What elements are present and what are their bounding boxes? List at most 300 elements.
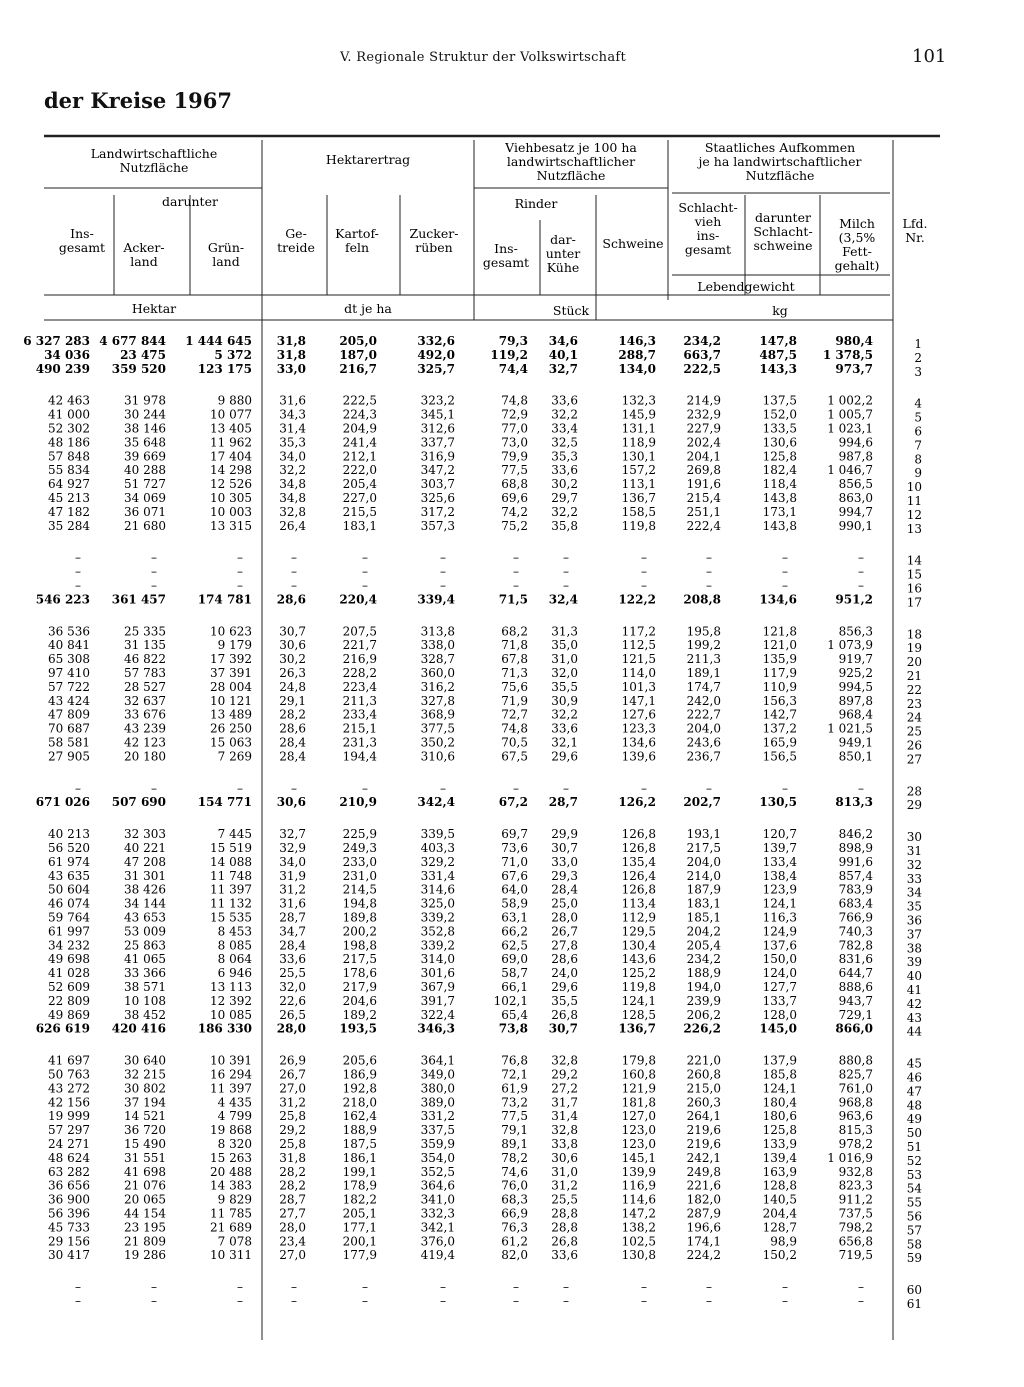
cell-schlachtschweine: 121,8 bbox=[762, 624, 797, 639]
cell-gruenland: 10 311 bbox=[210, 1248, 252, 1263]
cell-zuckerrueben: 310,6 bbox=[420, 749, 455, 764]
cell-schweine: 123,0 bbox=[621, 1123, 656, 1138]
cell-ackerland: 36 720 bbox=[124, 1123, 166, 1138]
cell-schlachtschweine: 142,7 bbox=[762, 707, 797, 722]
cell-schweine: 139,6 bbox=[621, 749, 656, 764]
cell-ackerland: 43 239 bbox=[124, 721, 166, 736]
cell-ackerland: – bbox=[151, 1294, 157, 1308]
cell-milch: 978,2 bbox=[838, 1137, 873, 1151]
cell-kuehe: 35,5 bbox=[551, 993, 578, 1008]
cell-lfd-nr: 58 bbox=[906, 1237, 922, 1252]
cell-rinder-insgesamt: 69,6 bbox=[501, 491, 528, 505]
cell-schlachtvieh: 202,7 bbox=[683, 795, 721, 810]
cell-milch: – bbox=[858, 578, 864, 593]
cell-kartoffeln: 211,3 bbox=[342, 693, 377, 708]
cell-rinder-insgesamt: 71,9 bbox=[501, 693, 528, 708]
cell-kuehe: 31,0 bbox=[551, 652, 578, 667]
cell-rinder-insgesamt: 58,7 bbox=[501, 966, 528, 981]
cell-schlachtschweine: 118,4 bbox=[762, 477, 797, 492]
cell-getreide: 31,2 bbox=[279, 882, 306, 897]
unit-dt-je-ha: dt je ha bbox=[344, 301, 392, 316]
cell-kartoffeln: 200,1 bbox=[342, 1234, 377, 1249]
cell-ackerland: 23 195 bbox=[124, 1220, 166, 1235]
cell-schlachtschweine: 143,8 bbox=[762, 491, 797, 505]
cell-getreide: 34,7 bbox=[279, 924, 306, 939]
cell-zuckerrueben: 360,0 bbox=[420, 666, 455, 680]
cell-milch: 951,2 bbox=[835, 592, 873, 607]
page-title: der Kreise 1967 bbox=[44, 88, 233, 113]
cell-kuehe: – bbox=[563, 1294, 569, 1308]
unit-kg: kg bbox=[772, 303, 788, 318]
cell-schlachtvieh: 215,0 bbox=[686, 1081, 721, 1096]
cell-kuehe: 33,8 bbox=[551, 1137, 578, 1151]
header-zuckerrueben: Zucker-rüben bbox=[409, 226, 459, 255]
cell-insgesamt: 61 974 bbox=[48, 854, 90, 869]
cell-lfd-nr: 39 bbox=[906, 955, 922, 970]
cell-ackerland: 32 637 bbox=[124, 693, 166, 708]
cell-getreide: 33,6 bbox=[279, 952, 306, 967]
cell-ackerland: 42 123 bbox=[124, 735, 166, 750]
cell-ackerland: 43 653 bbox=[124, 910, 166, 925]
cell-ackerland: 34 069 bbox=[124, 491, 166, 505]
cell-schweine: 114,0 bbox=[621, 666, 656, 680]
cell-zuckerrueben: 328,7 bbox=[420, 652, 455, 667]
cell-ackerland: 31 551 bbox=[124, 1150, 166, 1165]
cell-schweine: 123,0 bbox=[621, 1137, 656, 1151]
cell-schlachtvieh: 221,0 bbox=[686, 1053, 721, 1068]
cell-milch: 813,3 bbox=[835, 795, 873, 810]
cell-lfd-nr: 10 bbox=[906, 480, 922, 495]
cell-kuehe: 33,6 bbox=[551, 463, 578, 478]
cell-rinder-insgesamt: 67,2 bbox=[498, 795, 528, 810]
cell-schlachtvieh: 214,9 bbox=[686, 393, 721, 408]
cell-ackerland: 15 490 bbox=[124, 1137, 166, 1151]
cell-schlachtvieh: 269,8 bbox=[686, 463, 721, 478]
cell-schweine: – bbox=[641, 1294, 647, 1308]
cell-lfd-nr: 61 bbox=[906, 1297, 922, 1311]
cell-kartoffeln: 207,5 bbox=[342, 624, 377, 639]
cell-schlachtvieh: 251,1 bbox=[686, 504, 721, 519]
cell-schlachtvieh: 249,8 bbox=[686, 1164, 721, 1179]
cell-insgesamt: 47 809 bbox=[48, 707, 90, 722]
cell-kuehe: 27,2 bbox=[551, 1081, 578, 1096]
header-kartoffeln: Kartof-feln bbox=[335, 226, 379, 255]
cell-kartoffeln: 189,2 bbox=[342, 1007, 377, 1022]
cell-ackerland: 28 527 bbox=[124, 679, 166, 694]
cell-getreide: 34,0 bbox=[279, 449, 306, 464]
cell-lfd-nr: 22 bbox=[906, 682, 922, 697]
cell-zuckerrueben: 325,0 bbox=[420, 896, 455, 911]
cell-lfd-nr: 60 bbox=[906, 1283, 922, 1298]
cell-gruenland: 11 962 bbox=[210, 435, 252, 450]
cell-milch: 968,4 bbox=[838, 707, 873, 722]
cell-schweine: 117,2 bbox=[621, 624, 656, 639]
cell-schweine: 139,9 bbox=[621, 1164, 656, 1179]
cell-getreide: 27,0 bbox=[279, 1081, 306, 1096]
cell-rinder-insgesamt: 74,4 bbox=[498, 361, 528, 376]
cell-lfd-nr: 57 bbox=[906, 1223, 922, 1238]
cell-insgesamt: 40 213 bbox=[48, 827, 90, 842]
cell-kuehe: 32,8 bbox=[551, 1053, 578, 1068]
cell-kuehe: 31,4 bbox=[551, 1109, 578, 1124]
cell-milch: 850,1 bbox=[838, 749, 873, 764]
cell-zuckerrueben: 325,6 bbox=[420, 491, 455, 505]
cell-lfd-nr: 59 bbox=[906, 1251, 922, 1266]
cell-milch: 846,2 bbox=[838, 827, 873, 842]
cell-ackerland: 39 669 bbox=[124, 449, 166, 464]
cell-schweine: 145,1 bbox=[621, 1150, 656, 1165]
cell-milch: – bbox=[858, 550, 864, 565]
cell-kuehe: 31,0 bbox=[551, 1164, 578, 1179]
cell-getreide: 28,0 bbox=[279, 1220, 306, 1235]
cell-schlachtvieh: 215,4 bbox=[686, 491, 721, 505]
table-row bbox=[36, 592, 922, 609]
cell-milch: 880,8 bbox=[838, 1053, 873, 1068]
cell-schlachtvieh: 224,2 bbox=[686, 1248, 721, 1263]
cell-kartoffeln: 214,5 bbox=[342, 882, 377, 897]
cell-getreide: – bbox=[291, 1294, 297, 1308]
cell-zuckerrueben: 359,9 bbox=[420, 1137, 455, 1151]
cell-schlachtschweine: 121,0 bbox=[762, 638, 797, 653]
cell-lfd-nr: 19 bbox=[906, 641, 922, 656]
cell-kartoffeln: 178,6 bbox=[342, 966, 377, 981]
cell-rinder-insgesamt: – bbox=[513, 1294, 519, 1308]
cell-milch: 897,8 bbox=[838, 693, 873, 708]
cell-zuckerrueben: 331,4 bbox=[420, 868, 455, 883]
cell-schlachtschweine: 487,5 bbox=[759, 347, 797, 362]
cell-rinder-insgesamt: – bbox=[513, 578, 519, 593]
table-row bbox=[75, 565, 922, 582]
cell-insgesamt: 47 182 bbox=[48, 504, 90, 519]
cell-schlachtschweine: 124,9 bbox=[762, 924, 797, 939]
cell-lfd-nr: 48 bbox=[906, 1098, 922, 1113]
cell-schlachtschweine: – bbox=[782, 550, 788, 565]
cell-lfd-nr: 51 bbox=[906, 1140, 922, 1154]
cell-milch: 782,8 bbox=[838, 938, 873, 953]
table-rules bbox=[44, 136, 940, 1340]
cell-milch: 911,2 bbox=[838, 1192, 873, 1207]
cell-kartoffeln: 249,3 bbox=[342, 841, 377, 855]
cell-zuckerrueben: 314,6 bbox=[420, 882, 455, 897]
cell-schlachtschweine: 150,2 bbox=[762, 1248, 797, 1263]
cell-getreide: 28,4 bbox=[279, 735, 306, 750]
cell-gruenland: 7 078 bbox=[217, 1234, 252, 1249]
cell-schweine: 114,6 bbox=[621, 1192, 656, 1207]
cell-lfd-nr: 25 bbox=[906, 724, 922, 739]
cell-lfd-nr: 4 bbox=[914, 396, 922, 411]
cell-insgesamt: 65 308 bbox=[48, 652, 90, 667]
header-lnf: Landwirtschaftliche Nutzfläche bbox=[90, 146, 218, 175]
cell-schlachtvieh: – bbox=[706, 1294, 712, 1308]
cell-lfd-nr: 52 bbox=[906, 1153, 922, 1168]
cell-gruenland: 13 113 bbox=[210, 980, 252, 994]
cell-kuehe: 35,5 bbox=[551, 679, 578, 694]
cell-kartoffeln: – bbox=[362, 564, 368, 579]
cell-lfd-nr: 1 bbox=[914, 337, 922, 351]
cell-insgesamt: 50 763 bbox=[48, 1067, 90, 1082]
cell-rinder-insgesamt: 71,5 bbox=[498, 592, 528, 607]
cell-milch: 973,7 bbox=[835, 361, 873, 376]
cell-insgesamt: 57 722 bbox=[48, 679, 90, 694]
cell-schlachtvieh: 222,5 bbox=[683, 361, 721, 376]
cell-schlachtschweine: 125,8 bbox=[762, 449, 797, 464]
cell-zuckerrueben: 314,0 bbox=[420, 952, 455, 967]
cell-kuehe: 32,4 bbox=[548, 592, 578, 607]
cell-milch: 1 378,5 bbox=[822, 347, 873, 362]
cell-schlachtvieh: 663,7 bbox=[683, 347, 721, 362]
cell-kartoffeln: 188,9 bbox=[342, 1123, 377, 1138]
cell-schlachtschweine: 147,8 bbox=[759, 334, 797, 348]
cell-zuckerrueben: 332,3 bbox=[420, 1206, 455, 1221]
cell-gruenland: 14 383 bbox=[210, 1178, 252, 1193]
cell-ackerland: 41 065 bbox=[124, 952, 166, 967]
cell-getreide: 31,2 bbox=[279, 1095, 306, 1110]
cell-lfd-nr: 16 bbox=[906, 581, 922, 596]
cell-insgesamt: 46 074 bbox=[48, 896, 90, 911]
cell-ackerland: 25 335 bbox=[124, 624, 166, 639]
cell-insgesamt: 626 619 bbox=[35, 1021, 90, 1036]
cell-kartoffeln: 193,5 bbox=[339, 1021, 377, 1036]
cell-kuehe: 28,4 bbox=[551, 882, 578, 897]
cell-zuckerrueben: 301,6 bbox=[420, 966, 455, 981]
cell-ackerland: 20 180 bbox=[124, 749, 166, 764]
cell-insgesamt: 57 297 bbox=[48, 1123, 90, 1138]
cell-rinder-insgesamt: 74,2 bbox=[501, 504, 528, 519]
cell-kartoffeln: 187,5 bbox=[342, 1137, 377, 1151]
cell-getreide: 28,2 bbox=[279, 707, 306, 722]
cell-getreide: 28,7 bbox=[279, 910, 306, 925]
cell-kartoffeln: – bbox=[362, 550, 368, 565]
cell-schlachtvieh: 194,0 bbox=[686, 980, 721, 994]
cell-ackerland: 361 457 bbox=[111, 592, 166, 607]
cell-schlachtvieh: 196,6 bbox=[686, 1220, 721, 1235]
cell-kartoffeln: 215,1 bbox=[342, 721, 377, 736]
cell-kuehe: 33,0 bbox=[551, 854, 578, 869]
cell-getreide: 35,3 bbox=[279, 435, 306, 450]
cell-getreide: 24,8 bbox=[279, 679, 306, 694]
cell-zuckerrueben: 352,5 bbox=[420, 1164, 455, 1179]
page-number: 101 bbox=[912, 46, 947, 67]
cell-gruenland: 13 489 bbox=[210, 707, 252, 722]
header-getreide: Ge-treide bbox=[277, 226, 315, 255]
cell-rinder-insgesamt: 69,7 bbox=[501, 827, 528, 842]
cell-zuckerrueben: 350,2 bbox=[420, 735, 455, 750]
cell-lfd-nr: 37 bbox=[906, 927, 922, 942]
cell-rinder-insgesamt: 66,1 bbox=[501, 980, 528, 994]
cell-schlachtschweine: 137,6 bbox=[762, 938, 797, 953]
cell-kuehe: 29,3 bbox=[551, 868, 578, 883]
cell-milch: 994,6 bbox=[838, 435, 873, 450]
cell-rinder-insgesamt: 72,9 bbox=[501, 407, 528, 422]
cell-zuckerrueben: 322,4 bbox=[420, 1007, 455, 1022]
cell-schweine: 112,5 bbox=[621, 638, 656, 653]
cell-gruenland: 10 623 bbox=[210, 624, 252, 639]
cell-gruenland: 16 294 bbox=[210, 1067, 252, 1082]
cell-zuckerrueben: 342,1 bbox=[420, 1220, 455, 1235]
cell-gruenland: 4 435 bbox=[217, 1095, 252, 1110]
header-rinder: Rinder bbox=[514, 196, 558, 211]
cell-kuehe: – bbox=[563, 781, 569, 796]
cell-kartoffeln: 194,4 bbox=[342, 749, 377, 764]
cell-kartoffeln: 186,9 bbox=[342, 1067, 377, 1082]
cell-zuckerrueben: 329,2 bbox=[420, 854, 455, 869]
cell-schweine: 118,9 bbox=[621, 435, 656, 450]
cell-insgesamt: 55 834 bbox=[48, 463, 90, 478]
cell-milch: – bbox=[858, 564, 864, 579]
cell-gruenland: 11 785 bbox=[210, 1206, 252, 1221]
cell-kuehe: 31,2 bbox=[551, 1178, 578, 1193]
cell-rinder-insgesamt: 67,8 bbox=[501, 652, 528, 667]
cell-kuehe: 32,2 bbox=[551, 407, 578, 422]
cell-getreide: 25,5 bbox=[279, 966, 306, 981]
cell-schlachtschweine: – bbox=[782, 564, 788, 579]
cell-kuehe: 24,0 bbox=[551, 966, 578, 981]
cell-kartoffeln: 221,7 bbox=[342, 638, 377, 653]
cell-schweine: 130,4 bbox=[621, 938, 656, 953]
cell-lfd-nr: 3 bbox=[914, 364, 922, 379]
cell-getreide: 26,5 bbox=[279, 1007, 306, 1022]
cell-kartoffeln: – bbox=[362, 781, 368, 796]
cell-milch: 825,7 bbox=[838, 1067, 873, 1082]
cell-ackerland: 53 009 bbox=[124, 924, 166, 939]
cell-schlachtschweine: 139,7 bbox=[762, 841, 797, 855]
cell-insgesamt: 63 282 bbox=[48, 1164, 90, 1179]
table-row bbox=[75, 1280, 922, 1297]
cell-ackerland: 51 727 bbox=[124, 477, 166, 492]
cell-rinder-insgesamt: 119,2 bbox=[490, 347, 528, 362]
cell-getreide: 31,9 bbox=[279, 868, 306, 883]
cell-ackerland: 37 194 bbox=[124, 1095, 166, 1110]
table-row bbox=[36, 795, 922, 812]
cell-insgesamt: – bbox=[75, 1280, 81, 1295]
cell-getreide: 28,4 bbox=[279, 938, 306, 953]
cell-schweine: 102,5 bbox=[621, 1234, 656, 1249]
cell-schlachtschweine: 133,5 bbox=[762, 421, 797, 436]
cell-schlachtschweine: 152,0 bbox=[762, 407, 797, 422]
cell-ackerland: 23 475 bbox=[120, 347, 166, 362]
cell-milch: 994,7 bbox=[838, 504, 873, 519]
cell-kuehe: 28,8 bbox=[551, 1220, 578, 1235]
cell-schweine: 127,0 bbox=[621, 1109, 656, 1124]
cell-getreide: 30,7 bbox=[279, 624, 306, 639]
cell-schweine: 136,7 bbox=[621, 491, 656, 505]
cell-schlachtvieh: 188,9 bbox=[686, 966, 721, 981]
cell-schlachtvieh: 232,9 bbox=[686, 407, 721, 422]
cell-milch: 823,3 bbox=[838, 1178, 873, 1193]
cell-schweine: 134,0 bbox=[618, 361, 656, 376]
cell-getreide: 31,6 bbox=[279, 393, 306, 408]
cell-zuckerrueben: 342,4 bbox=[417, 795, 455, 810]
cell-zuckerrueben: – bbox=[440, 1280, 446, 1295]
cell-schlachtvieh: 226,2 bbox=[683, 1021, 721, 1036]
cell-schweine: 131,1 bbox=[621, 421, 656, 436]
cell-ackerland: 14 521 bbox=[124, 1109, 166, 1124]
cell-zuckerrueben: 347,2 bbox=[420, 463, 455, 478]
cell-schweine: 132,3 bbox=[621, 393, 656, 408]
cell-rinder-insgesamt: 66,9 bbox=[501, 1206, 528, 1221]
cell-milch: 919,7 bbox=[838, 652, 873, 667]
cell-ackerland: 38 426 bbox=[124, 882, 166, 897]
cell-insgesamt: 48 186 bbox=[48, 435, 90, 450]
cell-ackerland: 21 809 bbox=[124, 1234, 166, 1249]
cell-getreide: 30,6 bbox=[276, 795, 306, 810]
cell-lfd-nr: 29 bbox=[906, 798, 922, 813]
cell-gruenland: 15 535 bbox=[210, 910, 252, 925]
cell-lfd-nr: 35 bbox=[906, 899, 922, 914]
cell-ackerland: 31 135 bbox=[124, 638, 166, 653]
cell-getreide: 32,2 bbox=[279, 463, 306, 478]
cell-lfd-nr: 30 bbox=[906, 830, 922, 845]
cell-lfd-nr: 18 bbox=[906, 627, 922, 642]
cell-zuckerrueben: 354,0 bbox=[420, 1150, 455, 1165]
cell-schweine: 125,2 bbox=[621, 966, 656, 981]
cell-schlachtschweine: 123,9 bbox=[762, 882, 797, 897]
cell-kuehe: – bbox=[563, 550, 569, 565]
cell-schlachtvieh: 211,3 bbox=[686, 652, 721, 667]
cell-lfd-nr: 13 bbox=[906, 521, 922, 536]
cell-schlachtvieh: 174,1 bbox=[686, 1234, 721, 1249]
cell-kartoffeln: 177,9 bbox=[342, 1248, 377, 1263]
cell-milch: 856,5 bbox=[838, 477, 873, 492]
cell-rinder-insgesamt: 71,0 bbox=[501, 854, 528, 869]
cell-kartoffeln: 231,0 bbox=[342, 868, 377, 883]
unit-hektar: Hektar bbox=[131, 301, 177, 316]
cell-insgesamt: 36 900 bbox=[48, 1192, 90, 1207]
cell-schlachtschweine: 133,4 bbox=[762, 854, 797, 869]
header-milch: Milch (3,5% Fett-gehalt) bbox=[834, 216, 880, 273]
cell-schweine: 138,2 bbox=[621, 1220, 656, 1235]
cell-schweine: 135,4 bbox=[621, 854, 656, 869]
cell-schweine: 179,8 bbox=[621, 1053, 656, 1068]
cell-kartoffeln: 233,4 bbox=[342, 707, 377, 722]
cell-kartoffeln: 223,4 bbox=[342, 679, 377, 694]
cell-gruenland: – bbox=[237, 550, 243, 565]
cell-getreide: 22,6 bbox=[279, 993, 306, 1008]
cell-milch: 798,2 bbox=[838, 1220, 873, 1235]
cell-kuehe: 33,6 bbox=[551, 1248, 578, 1263]
cell-schweine: 119,8 bbox=[621, 980, 656, 994]
cell-lfd-nr: 28 bbox=[906, 784, 922, 799]
cell-gruenland: 10 391 bbox=[210, 1053, 252, 1068]
cell-gruenland: 1 444 645 bbox=[185, 334, 252, 348]
cell-lfd-nr: 5 bbox=[914, 410, 922, 425]
cell-kuehe: 32,2 bbox=[551, 707, 578, 722]
cell-ackerland: 38 452 bbox=[124, 1007, 166, 1022]
cell-kartoffeln: 177,1 bbox=[342, 1220, 377, 1235]
header-schlachtschweine: darunter Schlacht-schweine bbox=[753, 210, 813, 253]
cell-milch: 783,9 bbox=[838, 882, 873, 897]
cell-schlachtschweine: 120,7 bbox=[762, 827, 797, 842]
cell-getreide: 31,8 bbox=[276, 347, 306, 362]
cell-schweine: 128,5 bbox=[621, 1007, 656, 1022]
cell-ackerland: 33 676 bbox=[124, 707, 166, 722]
cell-zuckerrueben: – bbox=[440, 550, 446, 565]
header-schlachtvieh: Schlacht-vieh ins-gesamt bbox=[678, 200, 738, 257]
cell-kuehe: 32,7 bbox=[548, 361, 578, 376]
cell-kuehe: 30,2 bbox=[551, 477, 578, 492]
cell-insgesamt: – bbox=[75, 564, 81, 579]
cell-kuehe: – bbox=[563, 578, 569, 593]
cell-ackerland: 57 783 bbox=[124, 666, 166, 680]
cell-getreide: 32,0 bbox=[279, 980, 306, 994]
cell-milch: 719,5 bbox=[838, 1248, 873, 1263]
cell-kuehe: 29,6 bbox=[551, 749, 578, 764]
cell-ackerland: 359 520 bbox=[111, 361, 166, 376]
cell-kuehe: 32,8 bbox=[551, 1123, 578, 1138]
cell-schlachtvieh: 239,9 bbox=[686, 993, 721, 1008]
cell-schlachtschweine: 140,5 bbox=[762, 1192, 797, 1207]
cell-gruenland: 10 085 bbox=[210, 1007, 252, 1022]
